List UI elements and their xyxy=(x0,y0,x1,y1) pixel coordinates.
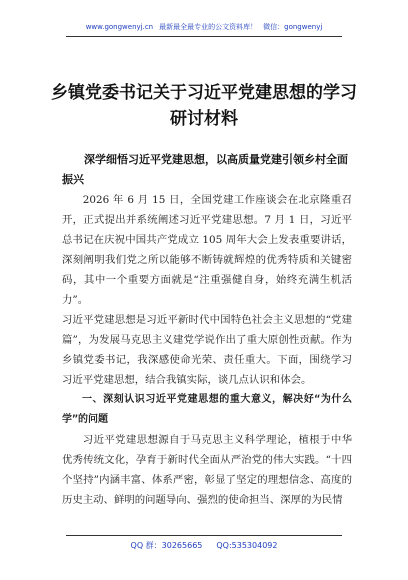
header-slogan: 最新最全最专业的公文资料库！ xyxy=(159,23,258,31)
section-heading-1: 一、深刻认识习近平党建思想的重大意义，解决好“为什么学”的问题 xyxy=(62,394,352,425)
body-paragraph-1: 2026 年 6 月 15 日，全国党建工作座谈会在北京隆重召开，正式提出并系统阐述习近平党建思想。7 月 1 日，习近平总书记在庆祝中国共产党成立 105 周年大会上发表重要讲话，深刻阐明我们党之所以能够不断铸就辉煌的优秀特质和关键密码，其中一个重要方面就是“注重强健自身，始终充满生机活力”。 xyxy=(62,194,352,306)
header-wechat: 微信：gongwenyj xyxy=(263,23,323,31)
footer-qq: QQ:535304092 xyxy=(216,541,278,550)
document-title xyxy=(40,80,368,132)
body-paragraph-2: 习近平党建思想是习近平新时代中国特色社会主义思想的“党建篇”，为发展马克思主义建党学说作出了重大原创性贡献。作为乡镇党委书记，我深感使命光荣、责任重大。下面，围绕学习习近平党建思想，结合我镇实际，谈几点认识和体会。 xyxy=(62,314,352,386)
document-body xyxy=(62,190,352,510)
header-divider xyxy=(66,36,342,37)
title-line-2: 研讨材料 xyxy=(170,109,238,129)
body-paragraph-3: 习近平党建思想源自于马克思主义科学理论，植根于中华优秀传统文化，孕育于新时代全面从严治党的伟大实践。“十四个坚持”内涵丰富、体系严密，彰显了坚定的理想信念、高度的历史主动、鲜明的问题导向、强烈的使命担当、深厚的为民情 xyxy=(62,434,352,506)
footer-divider xyxy=(66,535,342,536)
document-subtitle: 深学细悟习近平党建思想，以高质量党建引领乡村全面振兴 xyxy=(62,153,348,186)
page-header xyxy=(0,22,408,32)
title-line-1: 乡镇党委书记关于习近平党建思想的学习 xyxy=(51,83,357,103)
footer-qq-group: QQ 群：30265665 xyxy=(130,541,203,550)
header-site-link[interactable]: www.gongwenyj.cn xyxy=(85,23,154,31)
page-footer xyxy=(0,540,408,551)
